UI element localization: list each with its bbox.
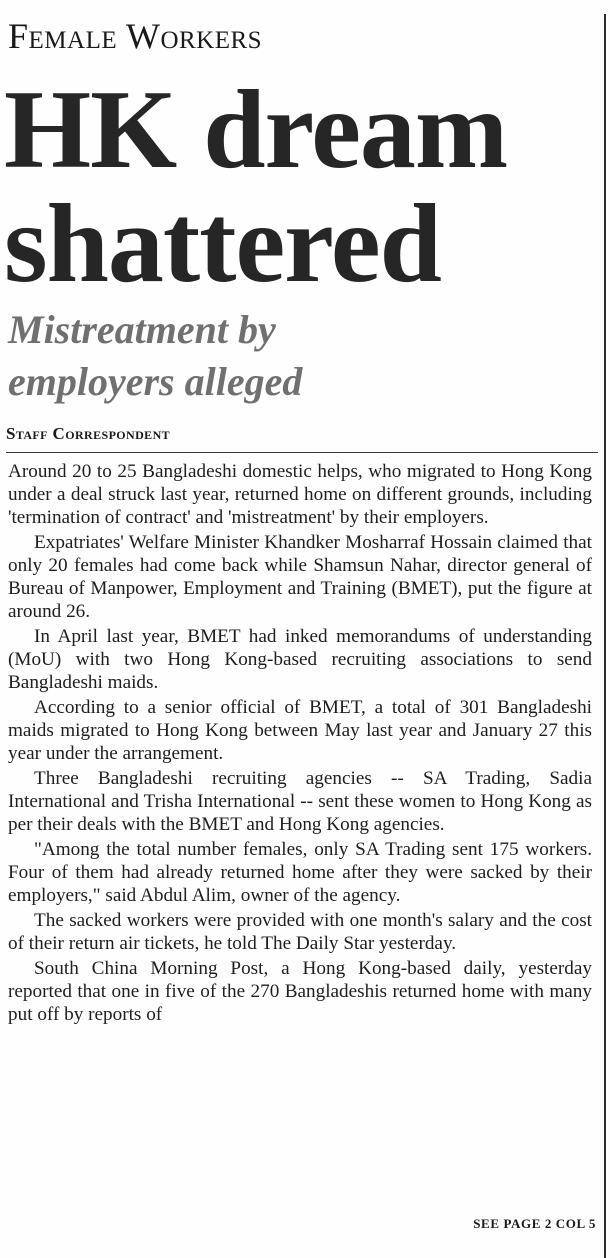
headline-line-1: HK dream — [4, 68, 508, 192]
column-rule — [604, 14, 606, 1258]
paragraph-1: Around 20 to 25 Bangladeshi domestic helps, who migrated to Hong Kong under a deal struck last year, returned home on different grounds, including 'termination of contract' and 'mistreatment' by their employers. — [8, 461, 592, 528]
continuation-note: SEE PAGE 2 COL 5 — [473, 1216, 596, 1231]
article-body — [8, 460, 592, 1028]
paragraph-8: South China Morning Post, a Hong Kong-based daily, yesterday reported that one in five of the 270 Bangladeshis returned home with many put off by reports of — [8, 958, 592, 1025]
paragraph-4: According to a senior official of BMET, a total of 301 Bangladeshi maids migrated to Hong Kong between May last year and January 27 this year under the arrangement. — [8, 697, 592, 764]
paragraph-2: Expatriates' Welfare Minister Khandker Mosharraf Hossain claimed that only 20 females had come back while Shamsun Nahar, director general of Bureau of Manpower, Employment and Training (BMET), put the figure at around 26. — [8, 532, 592, 622]
byline: Staff Correspondent — [6, 424, 171, 443]
paragraph-5: Three Bangladeshi recruiting agencies -- SA Trading, Sadia International and Trisha International -- sent these women to Hong Kong as per their deals with the BMET and Hong Kong agencies. — [8, 768, 592, 835]
subhead-line-1: Mistreatment by — [8, 307, 276, 352]
paragraph-6: "Among the total number females, only SA Trading sent 175 workers. Four of them had already returned home after they were sacked by their employers," said Abdul Alim, owner of the agency. — [8, 839, 592, 906]
byline-divider — [6, 452, 598, 453]
paragraph-7: The sacked workers were provided with one month's salary and the cost of their return air tickets, he told The Daily Star yesterday. — [8, 910, 592, 954]
kicker: Female Workers — [8, 16, 263, 56]
paragraph-3: In April last year, BMET had inked memorandums of understanding (MoU) with two Hong Kong-based recruiting associations to send Bangladeshi maids. — [8, 626, 592, 693]
headline-line-2: shattered — [4, 182, 441, 306]
subhead-line-2: employers alleged — [8, 359, 303, 404]
